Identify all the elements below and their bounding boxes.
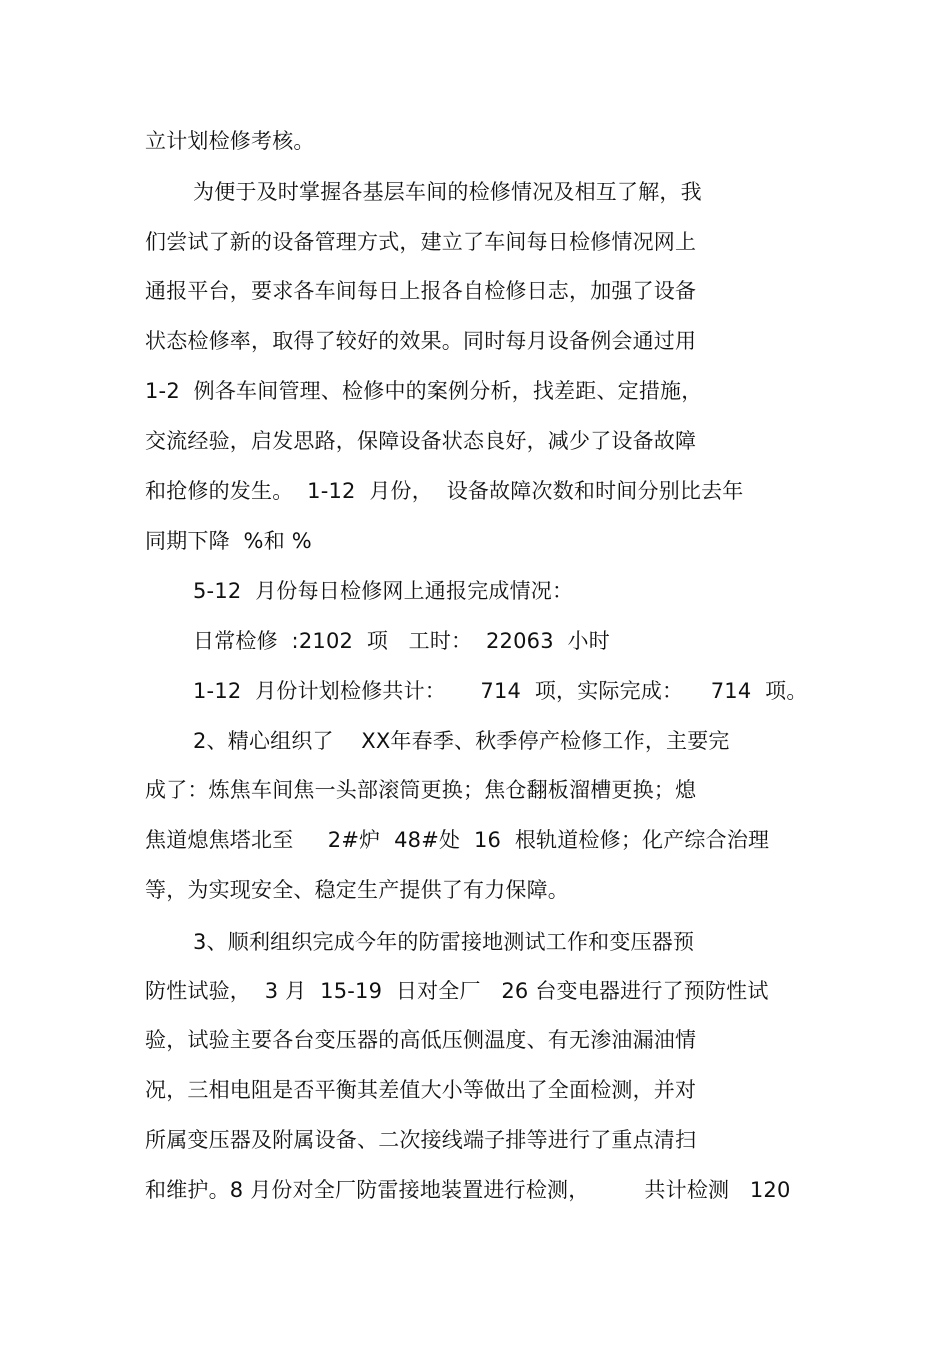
text-line-17: 3、顺利组织完成今年的防雷接地测试工作和变压器预 <box>193 930 695 954</box>
text-line-7: 交流经验，启发思路，保障设备状态良好，减少了设备故障 <box>145 429 697 453</box>
text-line-4: 通报平台，要求各车间每日上报各自检修日志，加强了设备 <box>145 279 697 303</box>
text-line-16: 等，为实现安全、稳定生产提供了有力保障。 <box>145 878 569 902</box>
text-line-1: 立计划检修考核。 <box>145 129 315 153</box>
text-line-21: 所属变压器及附属设备、二次接线端子排等进行了重点清扫 <box>145 1128 697 1152</box>
text-line-19: 验，试验主要各台变压器的高低压侧温度、有无渗油漏油情 <box>145 1028 697 1052</box>
text-line-12: 1-12 月份计划检修共计： 714 项，实际完成： 714 项。 <box>193 679 808 703</box>
text-line-3: 们尝试了新的设备管理方式，建立了车间每日检修情况网上 <box>145 230 697 254</box>
text-line-18: 防性试验， 3 月 15-19 日对全厂 26 台变电器进行了预防性试 <box>145 979 769 1003</box>
text-line-13: 2、精心组织了 XX年春季、秋季停产检修工作，主要完 <box>193 729 730 753</box>
text-line-22: 和维护。8 月份对全厂防雷接地装置进行检测， 共计检测 120 <box>145 1178 791 1202</box>
text-line-20: 况，三相电阻是否平衡其差值大小等做出了全面检测，并对 <box>145 1078 697 1102</box>
text-line-11: 日常检修 :2102 项 工时： 22063 小时 <box>193 629 610 653</box>
text-line-6: 1-2 例各车间管理、检修中的案例分析，找差距、定措施， <box>145 379 703 403</box>
text-line-9: 同期下降 %和 % <box>145 529 312 553</box>
text-line-14: 成了：炼焦车间焦一头部滚筒更换；焦仓翻板溜槽更换；熄 <box>145 778 697 802</box>
text-line-2: 为便于及时掌握各基层车间的检修情况及相互了解，我 <box>193 180 702 204</box>
text-line-5: 状态检修率，取得了较好的效果。同时每月设备例会通过用 <box>145 329 697 353</box>
text-line-10: 5-12 月份每日检修网上通报完成情况： <box>193 579 574 603</box>
text-line-15: 焦道熄焦塔北至 2#炉 48#处 16 根轨道检修；化产综合治理 <box>145 828 770 852</box>
text-line-8: 和抢修的发生。 1-12 月份， 设备故障次数和时间分别比去年 <box>145 479 744 503</box>
